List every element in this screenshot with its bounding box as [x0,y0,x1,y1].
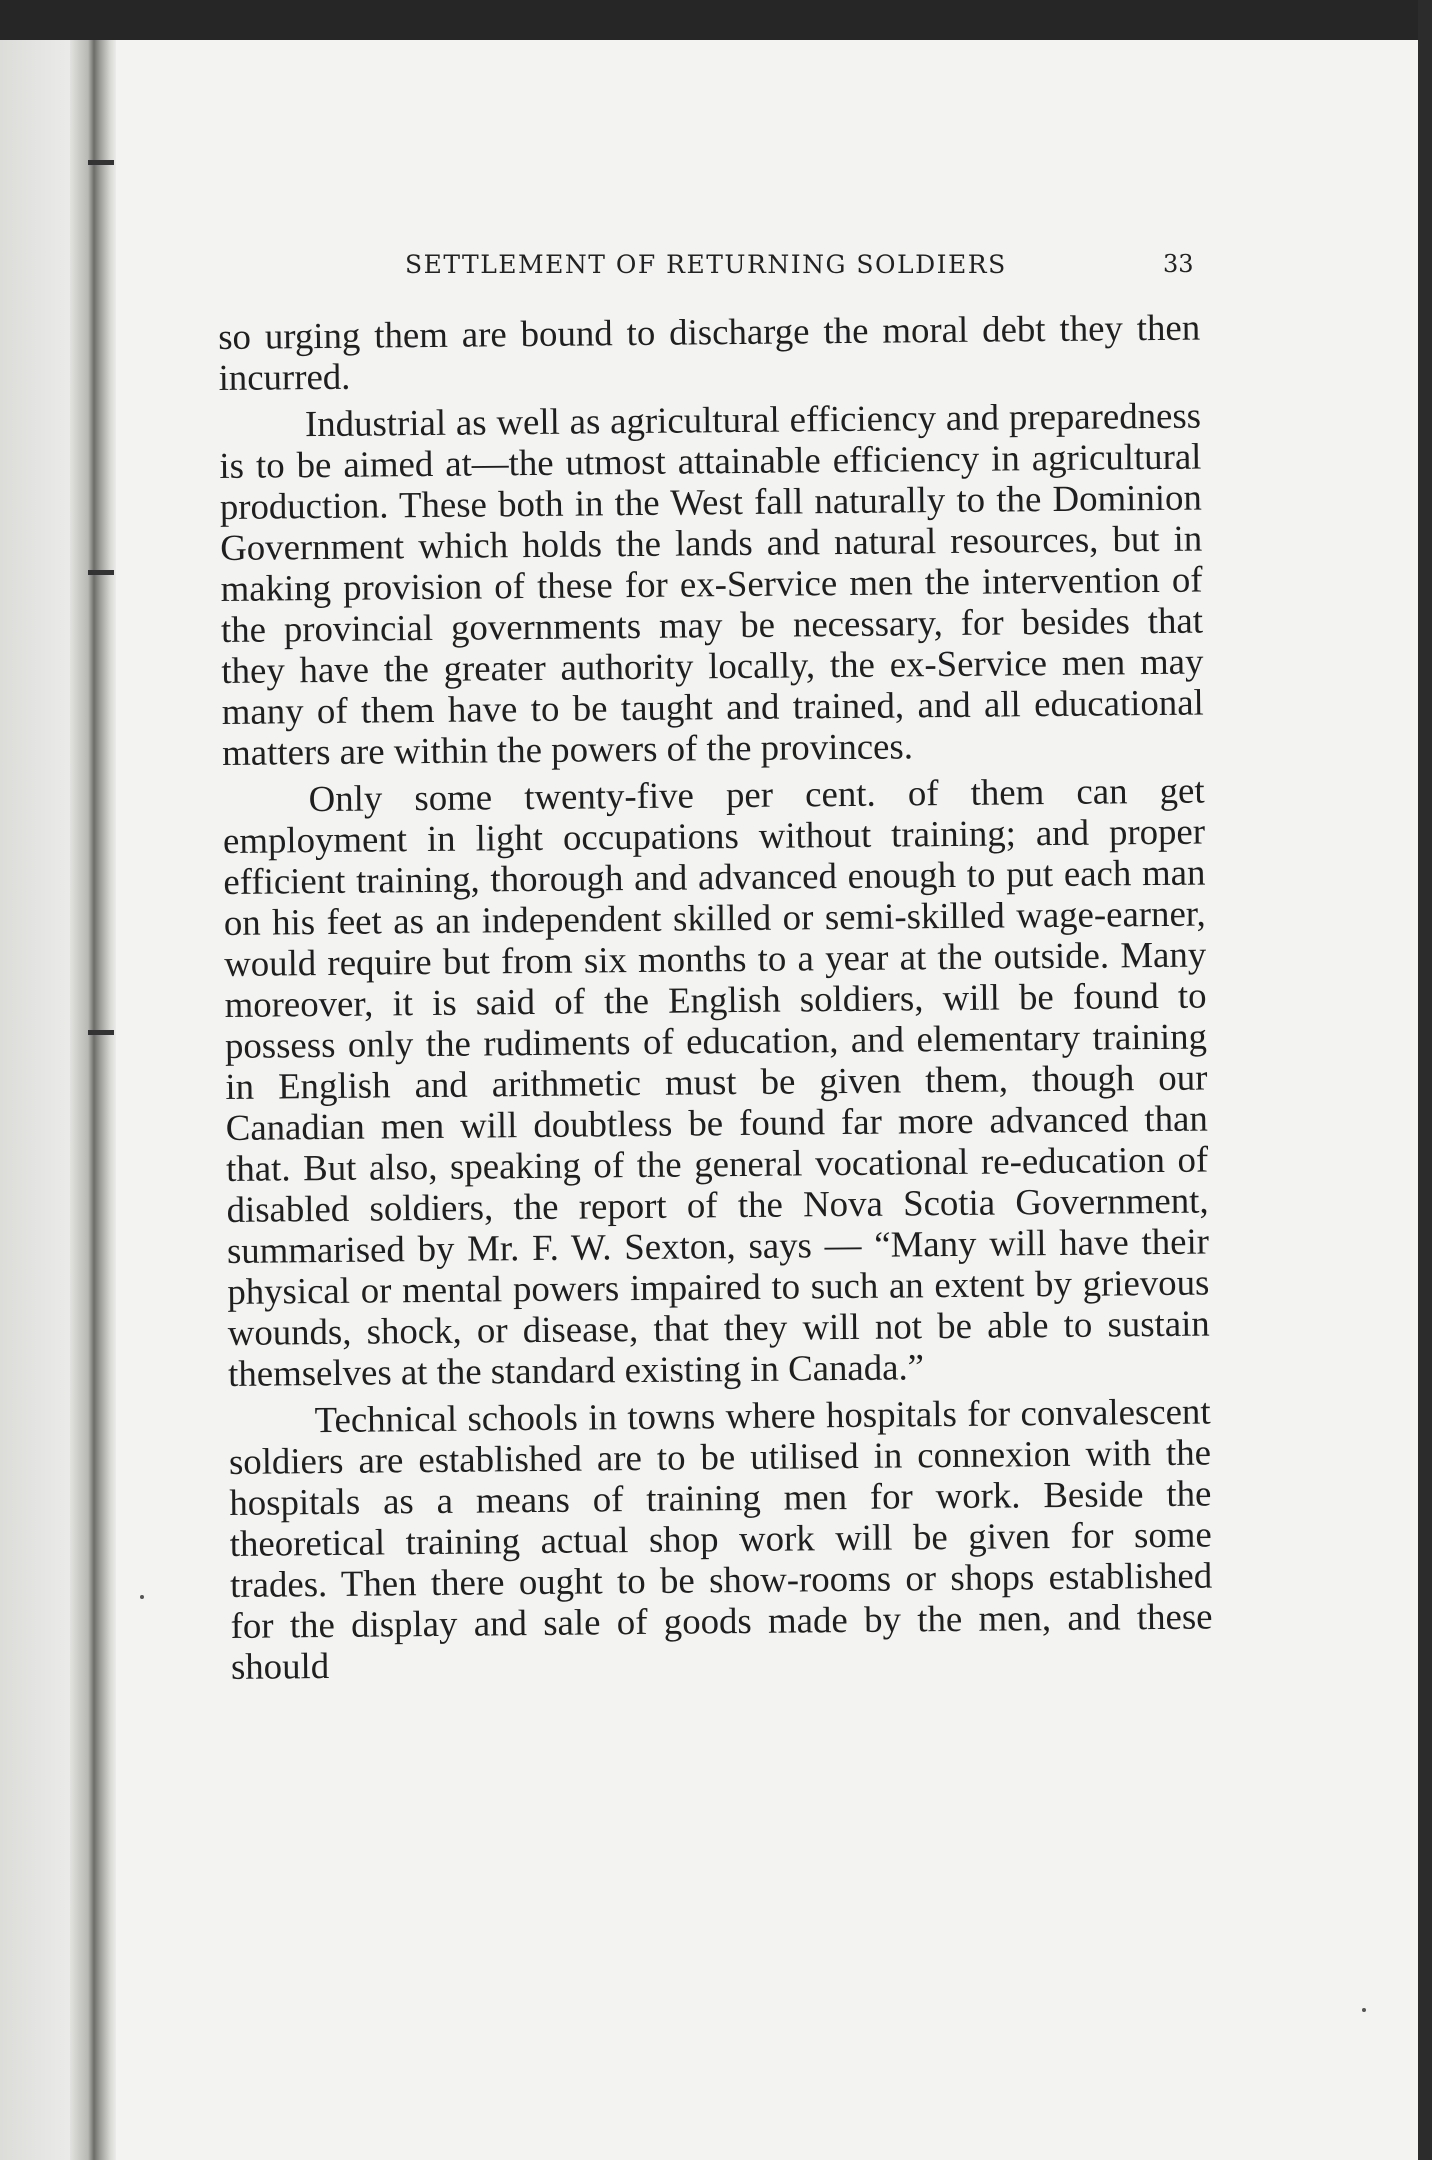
gutter-mark [88,570,114,575]
scan-border-right [1418,0,1432,2160]
paragraph-training-employment: Only some twenty-five per cent. of them can get employment in light occupations without training; and proper efficient training, thorough and advanced enough to put each man on his feet as an independent skilled or semi-skilled wage-earner, would require but from six months to a year at the outside. Many moreover, it is said of the English soldiers, will be found to possess only the rudiments of education, and elementary training in English and arithmetic must be given them, though our Canadian men will doubtless be found far more advanced than that. But also, speaking of the general vocational re-education of disabled soldiers, the report of the Nova Scotia Government, summarised by Mr. F. W. Sexton, says — “Many will have their physical or mental powers impaired to such an extent by grievous wounds, shock, or disease, that they will not be able to sustain themselves at the standard existing in Canada.” [222,769,1210,1394]
scan-speck [1362,2008,1366,2012]
facing-page-edge [0,40,72,2160]
paragraph-technical-schools: Technical schools in towns where hospitals for convalescent soldiers are established are to be utilised in connexion with the hospitals as a means of training men for work. Beside the theoretical training actual shop work will be given for some trades. Then there ought to be show-rooms or shops established for the display and sale of goods made by the men, and these should [228,1390,1213,1687]
paragraph-industrial-efficiency: Industrial as well as agricultural efficiency and preparedness is to be aimed at—the utmost attainable efficiency in agricultural production. These both in the West fall naturally to the Dominion Government which holds the lands and natural resources, but in making provision of these for ex-Service men the intervention of the provincial governments may be necessary, for besides that they have the greater authority locally, the ex-Service men may many of them have to be taught and trained, and all educational matters are within the powers of the provinces. [219,394,1204,773]
page-number: 33 [1163,250,1194,278]
paragraph-continued: so urging them are bound to discharge the moral debt they then incurred. [218,306,1201,398]
running-head-title: SETTLEMENT OF RETURNING SOLDIERS [405,250,1007,279]
book-spine-gutter [70,40,116,2160]
gutter-mark [88,160,114,165]
gutter-mark [88,1030,114,1035]
body-text [218,307,1213,1693]
scan-speck [140,1595,144,1599]
